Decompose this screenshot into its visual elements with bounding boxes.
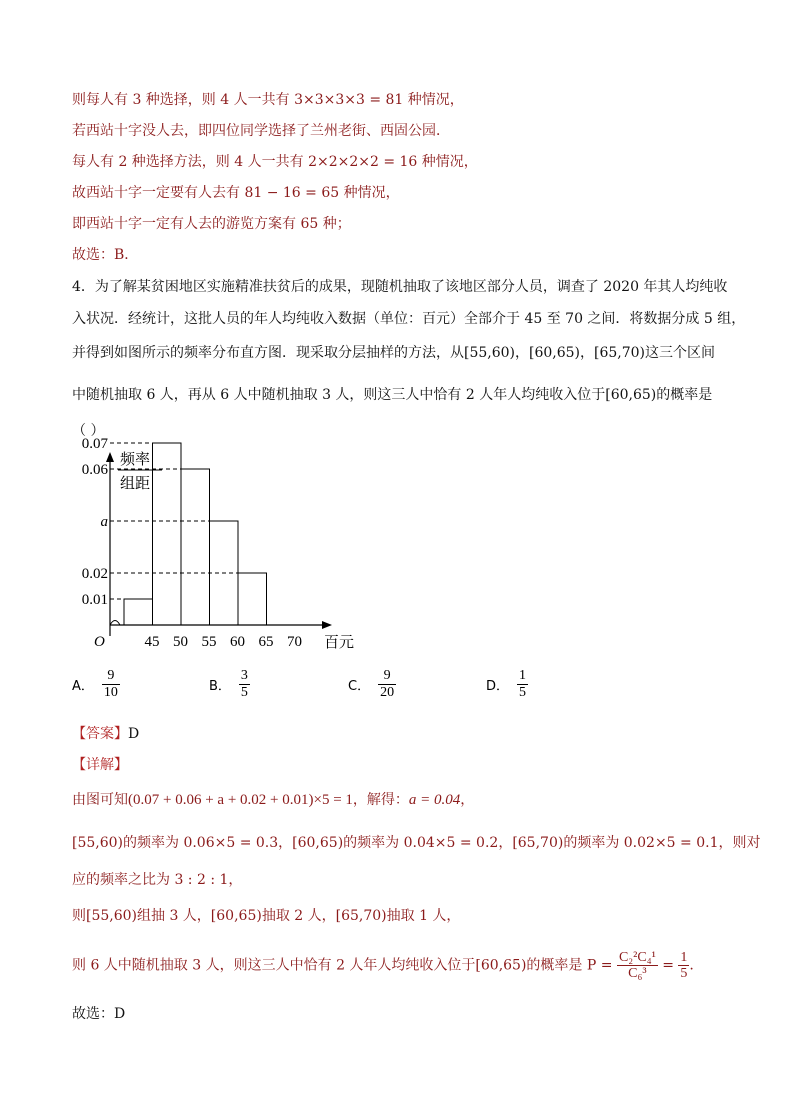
y-tick-label: 0.02 bbox=[81, 566, 108, 582]
solution-line-2: [55,60)的频率为 0.06×5 = 0.3，[60,65)的频率为 0.04×5 = 0.2，[65,70)的频率为 0.02×5 = 0.1，则对 bbox=[72, 835, 761, 851]
solution-a-value: a = 0.04 bbox=[408, 792, 461, 808]
prev-solution-line-2: 若西站十字没人去，即四位同学选择了兰州老街、西固公园． bbox=[72, 123, 450, 139]
option-b[interactable] bbox=[209, 668, 250, 701]
axis-break bbox=[110, 621, 120, 626]
solution-line-1 bbox=[72, 790, 474, 810]
question-line-2: 入状况．经统计，这批人员的年人均纯收入数据（单位：百元）全部介于 45 至 70 之间．将数据分成 5 组， bbox=[72, 311, 746, 327]
histogram-bar bbox=[238, 573, 267, 625]
option-c-fraction: $\frac{9}{20}$ bbox=[380, 668, 395, 700]
x-tick-label: 45 bbox=[144, 634, 160, 650]
prev-solution-line-3: 每人有 2 种选择方法，则 4 人一共有 2×2×2×2 = 16 种情况， bbox=[72, 154, 478, 170]
solution-equation: (0.07 + 0.06 + a + 0.02 + 0.01)×5 = 1 bbox=[128, 792, 353, 808]
probability-result: $\frac{1}{5}$ bbox=[680, 950, 688, 981]
prev-solution-line-6: 故选：B． bbox=[72, 247, 139, 263]
option-c[interactable] bbox=[348, 668, 396, 701]
frequency-histogram bbox=[68, 436, 378, 653]
solution-line-1-e: ， bbox=[460, 792, 475, 808]
y-axis-arrow bbox=[106, 452, 114, 462]
x-tick-label: 70 bbox=[287, 634, 302, 650]
option-a-fraction: $\frac{9}{10}$ bbox=[103, 668, 118, 700]
option-a-label: A． bbox=[72, 679, 94, 694]
probability-fraction: $\frac{\text{C₂²C₄¹}}{\text{C₆³}}$ bbox=[618, 950, 656, 981]
histogram-bar bbox=[124, 599, 153, 625]
ylabel-top: 频率 bbox=[120, 450, 151, 468]
solution-line-5-end: . bbox=[689, 957, 694, 974]
x-axis-label: 百元 bbox=[324, 633, 355, 651]
y-tick-label: 0.06 bbox=[81, 462, 108, 478]
x-tick-label: 50 bbox=[173, 634, 188, 650]
answer-tag: 【答案】 bbox=[72, 726, 128, 742]
prev-solution-line-5: 即西站十字一定有人去的游览方案有 65 种； bbox=[72, 216, 351, 232]
x-tick-label: 60 bbox=[230, 634, 245, 650]
option-b-fraction: $\frac{3}{5}$ bbox=[240, 668, 248, 700]
solution-line-1-a: 由图可知 bbox=[72, 792, 128, 808]
option-b-label: B． bbox=[209, 679, 231, 694]
detail-tag: 【详解】 bbox=[72, 757, 128, 773]
option-d-fraction: $\frac{1}{5}$ bbox=[519, 668, 527, 700]
y-tick-label: a bbox=[100, 514, 108, 530]
option-c-label: C． bbox=[348, 679, 371, 694]
solution-line-5-text: 则 6 人中随机抽取 3 人，则这三人中恰有 2 人年人均纯收入位于[60,65)的概率是 P = bbox=[72, 957, 613, 974]
answer-value: D bbox=[128, 726, 140, 742]
option-d-label: D． bbox=[486, 679, 510, 694]
question-line-1: 4．为了解某贫困地区实施精准扶贫后的成果，现随机抽取了该地区部分人员，调查了 2020 年其人均纯收 bbox=[72, 279, 728, 295]
prev-solution-line-1: 则每人有 3 种选择，则 4 人一共有 3×3×3×3 = 81 种情况， bbox=[72, 92, 464, 108]
x-axis-arrow bbox=[322, 621, 332, 629]
y-tick-label: 0.07 bbox=[81, 436, 108, 452]
x-tick-label: 55 bbox=[201, 634, 217, 650]
solution-line-6: 故选：D bbox=[72, 1006, 126, 1022]
solution-line-5 bbox=[72, 950, 694, 981]
option-a[interactable] bbox=[72, 668, 120, 701]
y-tick-label: 0.01 bbox=[81, 592, 108, 608]
prev-solution-line-4: 故西站十字一定要有人去有 81 − 16 = 65 种情况， bbox=[72, 185, 400, 201]
option-d[interactable] bbox=[486, 668, 528, 701]
equals-sign: = bbox=[662, 957, 674, 974]
question-line-5: （ ） bbox=[72, 423, 105, 439]
answer-line bbox=[72, 724, 139, 744]
histogram-bar bbox=[181, 469, 210, 625]
question-line-3: 并得到如图所示的频率分布直方图．现采取分层抽样的方法，从[55,60)，[60,65)，[65,70)这三个区间 bbox=[72, 345, 716, 361]
solution-line-3: 应的频率之比为 3 : 2 : 1， bbox=[72, 872, 243, 888]
origin-label: O bbox=[94, 634, 105, 650]
question-line-4: 中随机抽取 6 人，再从 6 人中随机抽取 3 人，则这三人中恰有 2 人年人均纯收入位于[60,65)的概率是 bbox=[72, 387, 713, 403]
x-tick-label: 65 bbox=[258, 634, 274, 650]
ylabel-bottom: 组距 bbox=[120, 474, 151, 492]
solution-line-4: 则[55,60)组抽 3 人，[60,65)抽取 2 人，[65,70)抽取 1 人， bbox=[72, 908, 461, 924]
solution-line-1-c: ，解得： bbox=[352, 792, 409, 808]
